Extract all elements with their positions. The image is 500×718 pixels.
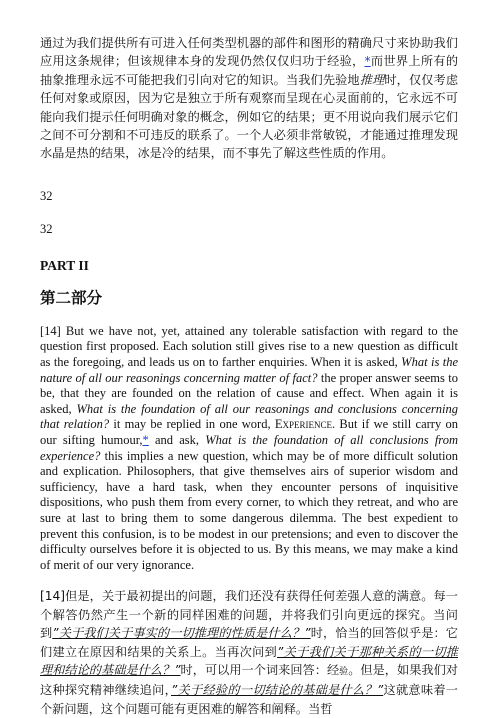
para1-text-3: 时，仅仅考虑任何对象或原因，因为它是独立于所有观察而呈现在心灵面前的，它永远不可能向我们提示任何明确对象的概念，例如它的结果；更不用说向我们展示它们之间不可分割和不可违反的联系了。一个人必须非常敏锐，才能通过推理发现水晶是热的结果，冰是冷的结果，而不事先了解这些性质的作用。 bbox=[40, 72, 459, 161]
footnote-link[interactable]: * bbox=[142, 433, 149, 447]
chinese-paragraph-continued bbox=[40, 34, 458, 163]
en-text-6: this implies a new question, which may be of more difficult solution and explication. Philosophers, that give themselves airs of superior wisdom and sufficiency, have a hard task, when they encounter persons of inquisitive dispositions, who push them from every corner, to which they retreat, and who are sure at last to bring them to some dangerous dilemma. The best expedient to prevent this confusion, is to be modest in our pretensions; and even to discover the difficulty ourselves before it is objected to us. By this means, we may make a kind of merit of our very ignorance. bbox=[40, 448, 458, 572]
footnote-link[interactable]: * bbox=[364, 54, 371, 69]
en-text-3: it may be replied in one word, bbox=[109, 417, 275, 432]
chinese-paragraph bbox=[40, 587, 458, 718]
para1-text-2: 而世界上所有的抽象推理永远不可能把我们引向对它的知识。当我们先验地 bbox=[40, 54, 459, 87]
zh-question-1: ”关于我们关于事实的一切推理的性质是什么？” bbox=[52, 626, 311, 641]
english-paragraph bbox=[40, 324, 458, 574]
en-question-1: What is the nature of all our reasonings concerning matter of fact? bbox=[40, 355, 458, 385]
zh-text-2: 时，恰当的回答似乎是：它们建立在原因和结果的关系上。当再次问到 bbox=[40, 626, 458, 659]
zh-question-2: ”关于我们关于那种关系的一切推理和结论的基础是什么？” bbox=[40, 644, 458, 677]
zh-text-3: 时，可以用一个词来回答：经 bbox=[180, 662, 340, 677]
page-content bbox=[40, 34, 458, 718]
en-question-2: What is the foundation of all our reasonings and conclusions concerning that relation? bbox=[40, 401, 458, 432]
zh-question-3: ”关于经验的一切结论的基础是什么？” bbox=[170, 683, 384, 698]
para1-emphasis: 推理 bbox=[359, 72, 385, 87]
en-experience-word: Experience bbox=[274, 417, 332, 432]
para1-text-1: 通过为我们提供所有可进入任何类型机器的部件和图形的精确尺寸来协助我们应用这条规律；但该规律本身的发现仍然仅仅归功于经验， bbox=[40, 36, 458, 69]
en-question-3: What is the foundation of all conclusions from experience? bbox=[40, 433, 458, 463]
en-text-2: the proper answer seems to be, that they are founded on the relation of cause and effect. When again it is asked, bbox=[40, 370, 458, 416]
en-text-4: . But if we still carry on our sifting humour, bbox=[40, 417, 458, 447]
zh-text-5: 这就意味着一个新问题，这个问题可能有更困难的解答和阐释。当哲 bbox=[40, 683, 458, 716]
page-number: 32 bbox=[40, 188, 53, 203]
en-text-1: [14] But we have not, yet, attained any tolerable satisfaction with regard to the question first proposed. Each solution still gives rise to a new question as difficult as the foregoing, and leads us on to farther enquiries. When it is asked, bbox=[40, 323, 458, 370]
part-heading: PART II bbox=[40, 257, 89, 273]
page-number: 32 bbox=[40, 221, 53, 236]
part-heading-chinese: 第二部分 bbox=[40, 288, 103, 307]
en-text-5: and ask, bbox=[148, 433, 206, 447]
zh-text-4: 。但是，如果我们对这种探究精神继续追问， bbox=[40, 662, 458, 698]
zh-text-1: [14]但是，关于最初提出的问题，我们还没有获得任何差强人意的满意。每一个解答仍然产生一个新的同样困难的问题，并将我们引向更远的探究。当问到 bbox=[40, 589, 458, 641]
zh-small-char: 验 bbox=[339, 666, 349, 677]
